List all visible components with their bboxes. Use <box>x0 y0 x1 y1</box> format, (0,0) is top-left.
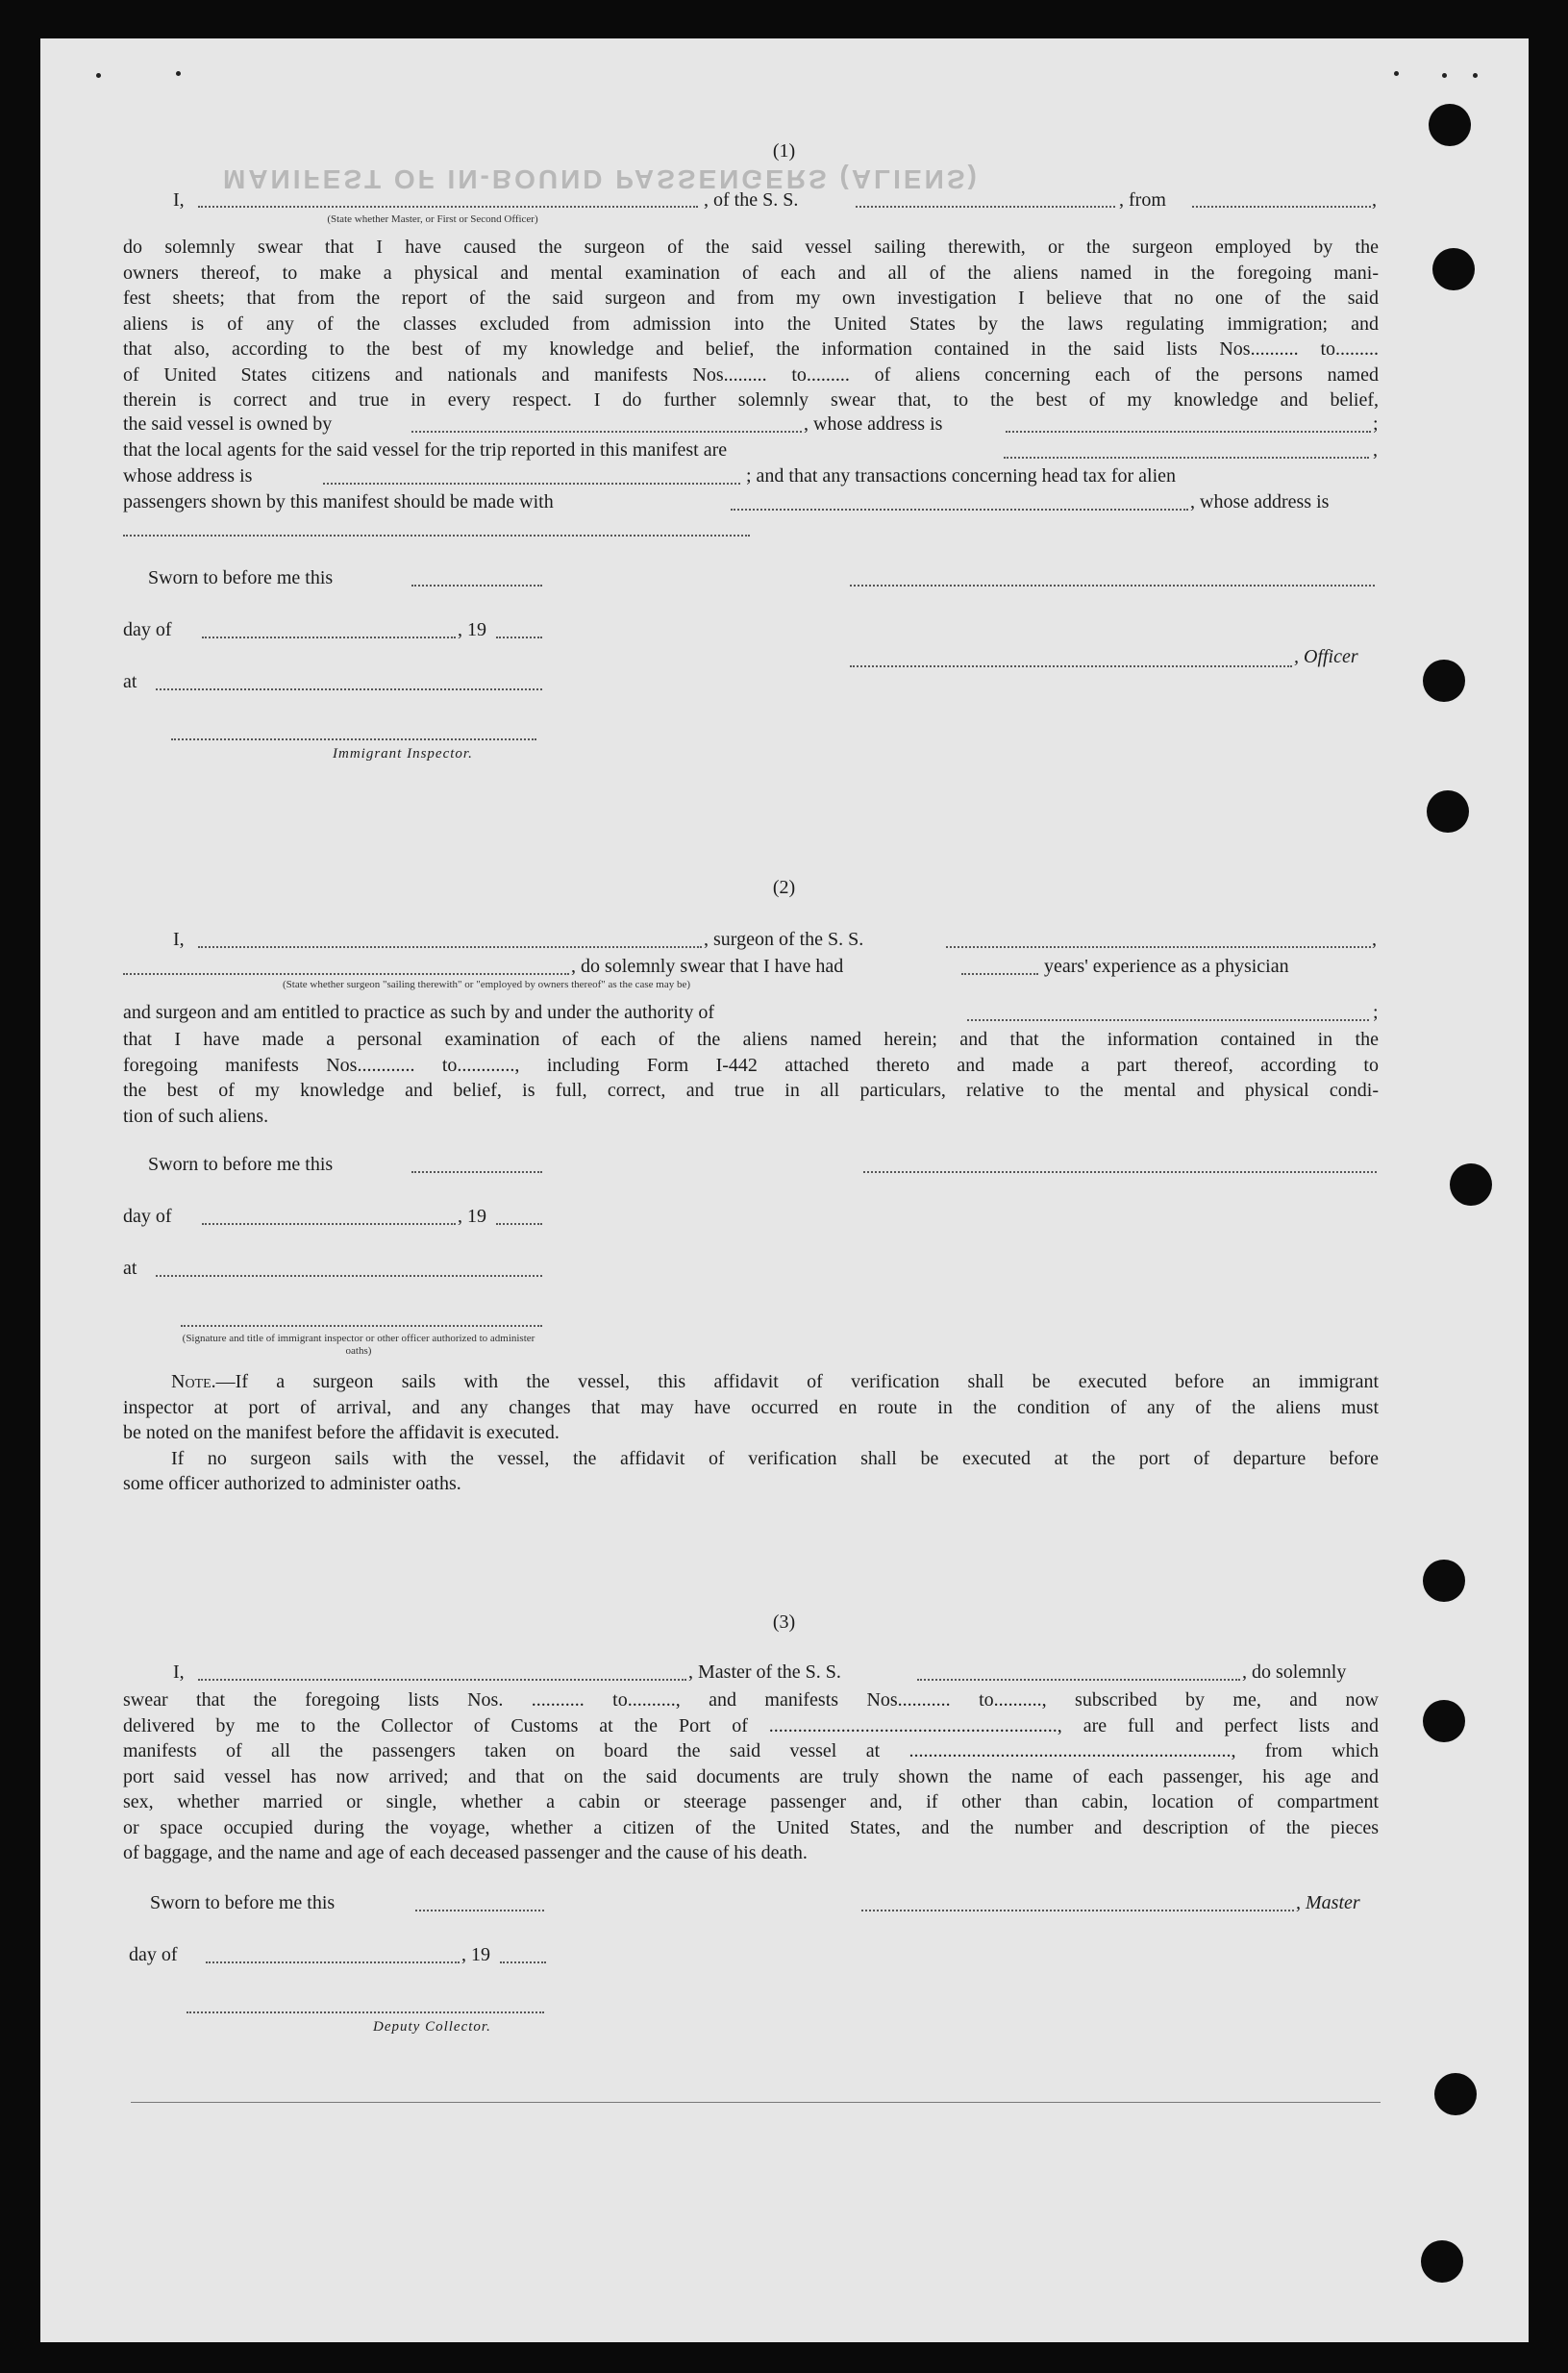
s1-line: fest sheets; that from the report of the said surgeon and from my own investigation I believe that no one of the said <box>123 287 1379 309</box>
s1-body <box>123 235 1379 413</box>
s1-local-agents: that the local agents for the said vessel for the trip reported in this manifest are <box>123 439 728 461</box>
s1-line: of United States citizens and nationals and manifests Nos......... to......... of aliens concerning each of the persons named <box>123 363 1379 386</box>
s1-officer: , Officer <box>1294 646 1358 667</box>
s1-line: aliens is of any of the classes excluded from admission into the United States by the laws regulating immigration; and <box>123 312 1379 335</box>
section-3-heading: (3) <box>772 1611 796 1633</box>
s1-at-blank <box>156 687 542 690</box>
s3-line: delivered by me to the Collector of Customs at the Port of ............................................................, are full and perfect lists and <box>123 1714 1379 1736</box>
speck <box>1394 71 1399 76</box>
s2-sworn: Sworn to before me this <box>148 1154 334 1175</box>
s3-body <box>123 1687 1379 1866</box>
s2-line: foregoing manifests Nos............ to............, including Form I-442 attached thereto and made a part thereof, according to <box>123 1054 1379 1076</box>
s1-line: therein is correct and true in every respect. I do further solemnly swear that, to the best of my knowledge and belief, <box>123 389 1379 411</box>
s1-semicolon: ; <box>1373 413 1379 435</box>
s3-name-blank <box>198 1677 686 1681</box>
s2-inspector-signature-line <box>181 1323 542 1327</box>
s1-comma2: , <box>1373 439 1378 461</box>
s3-deputy-collector: Deputy Collector. <box>373 2019 491 2035</box>
s2-year: , 19 <box>458 1206 486 1227</box>
s1-whose-address-end: , whose address is <box>1190 491 1330 512</box>
s3-sworn: Sworn to before me this <box>150 1892 336 1913</box>
s3-line: swear that the foregoing lists Nos. ........... to.........., and manifests Nos........... to.........., subscribed by me, and now <box>123 1689 1379 1711</box>
s2-note <box>123 1369 1379 1497</box>
s1-headtax-blank <box>731 507 1188 511</box>
s1-comma: , <box>1372 189 1377 211</box>
s2-name-blank <box>198 944 702 948</box>
s3-line-last: of baggage, and the name and age of each deceased passenger and the cause of his death. <box>123 1842 808 1863</box>
s1-from: , from <box>1119 189 1166 211</box>
punch-hole <box>1421 2240 1463 2283</box>
s3-day-of: day of <box>129 1944 178 1965</box>
s1-head-tax: ; and that any transactions concerning head tax for alien <box>746 465 1177 487</box>
punch-hole <box>1432 248 1475 290</box>
s2-year-blank <box>496 1221 542 1225</box>
s2-at: at <box>123 1258 137 1279</box>
s2-comma: , <box>1372 929 1377 950</box>
ghost-header-bleedthrough: MANIFEST OF IN-BOUND PASSENGERS (ALIENS) <box>223 164 980 194</box>
s2-note-last: be noted on the manifest before the affidavit is executed. <box>123 1422 560 1443</box>
s2-body <box>123 1027 1379 1129</box>
punch-hole <box>1423 1700 1465 1742</box>
s2-at-blank <box>156 1273 542 1277</box>
s1-ship-blank <box>856 204 1115 208</box>
s2-signer-note: (Signature and title of immigrant inspector or other officer authorized to administer oaths) <box>182 1333 535 1357</box>
s1-day-blank <box>202 635 456 638</box>
s3-do-solemnly: , do solemnly <box>1242 1661 1347 1683</box>
s3-year: , 19 <box>461 1944 490 1965</box>
s2-authority: and surgeon and am entitled to practice as such by and under the authority of <box>123 1002 714 1023</box>
bottom-rule <box>131 2102 1381 2103</box>
speck <box>1442 73 1447 78</box>
s1-name-blank <box>198 204 698 208</box>
s2-note-label: Note. <box>171 1371 216 1392</box>
s3-line: manifests of all the passengers taken on board the said vessel at ..................................................................., from which <box>123 1740 1379 1761</box>
s1-agents-blank <box>1004 455 1369 459</box>
s2-surgeon-signature-line <box>863 1169 1377 1173</box>
s2-i: I, <box>173 929 185 950</box>
speck <box>1473 73 1478 78</box>
s2-state-note: (State whether surgeon "sailing therewith" or "employed by owners thereof" as the case may be) <box>282 979 690 990</box>
s2-line: that I have made a personal examination of each of the aliens named herein; and that the information contained in the <box>123 1029 1379 1050</box>
s1-agents-address-blank <box>323 481 740 485</box>
s1-from-blank <box>1192 204 1371 208</box>
s3-collector-signature-line <box>187 2010 544 2013</box>
s2-day-blank <box>202 1221 456 1225</box>
s3-master-of: , Master of the S. S. <box>688 1661 841 1683</box>
s3-day-blank <box>206 1960 460 1963</box>
s2-line-last: tion of such aliens. <box>123 1105 269 1127</box>
punch-hole <box>1450 1163 1492 1206</box>
s1-year-blank <box>496 635 542 638</box>
s1-line: that also, according to the best of my knowledge and belief, the information contained in the said lists Nos.......... to......... <box>123 338 1379 360</box>
s2-semicolon: ; <box>1373 1002 1379 1023</box>
punch-hole <box>1423 660 1465 702</box>
s1-immigrant-inspector: Immigrant Inspector. <box>333 746 473 762</box>
s1-year: , 19 <box>458 619 486 640</box>
s2-years-blank <box>961 971 1038 975</box>
s2-surgeon-of: , surgeon of the S. S. <box>704 929 864 950</box>
s2-state-blank <box>123 971 569 975</box>
s2-solemnly: , do solemnly swear that I have had <box>571 956 844 977</box>
s2-line: the best of my knowledge and belief, is full, correct, and true in all particulars, relative to the mental and physical condi- <box>123 1080 1379 1101</box>
s1-owned-by: the said vessel is owned by <box>123 413 333 435</box>
s1-line: owners thereof, to make a physical and mental examination of each and all of the aliens named in the foregoing mani- <box>123 262 1379 284</box>
s3-year-blank <box>500 1960 546 1963</box>
s1-at: at <box>123 671 137 692</box>
s1-inspector-signature-line <box>171 737 536 740</box>
s2-note-line: inspector at port of arrival, and any changes that may have occurred en route in the condition of any of the aliens must <box>123 1396 1379 1418</box>
s3-line: port said vessel has now arrived; and that on the said documents are truly shown the name of each passenger, his age and <box>123 1765 1379 1787</box>
s3-line: or space occupied during the voyage, whether a citizen of the United States, and the number and description of the pieces <box>123 1816 1379 1838</box>
s3-sworn-blank <box>415 1908 544 1911</box>
s2-note2-last: some officer authorized to administer oaths. <box>123 1473 461 1494</box>
s1-line: do solemnly swear that I have caused the surgeon of the said vessel sailing therewith, or the surgeon employed by the <box>123 237 1379 258</box>
s2-note-text: —If a surgeon sails with the vessel, this affidavit of verification shall be executed before an immigrant <box>215 1371 1379 1392</box>
s1-owner-blank <box>411 429 802 433</box>
s1-i: I, <box>173 189 185 211</box>
s2-note2-line: If no surgeon sails with the vessel, the affidavit of verification shall be executed at the port of departure before <box>171 1447 1379 1469</box>
s3-master: , Master <box>1296 1892 1360 1913</box>
s3-ship-blank <box>917 1677 1240 1681</box>
s3-line: sex, whether married or single, whether a cabin or steerage passenger and, if other than cabin, location of compartment <box>123 1791 1379 1812</box>
s1-whose-address: , whose address is <box>804 413 943 435</box>
s3-master-signature-line <box>861 1908 1294 1911</box>
s1-of-the-ss: , of the S. S. <box>704 189 799 211</box>
s1-sworn: Sworn to before me this <box>148 567 334 588</box>
s1-state-note: (State whether Master, or First or Second Officer) <box>327 213 538 225</box>
speck <box>96 73 101 78</box>
s3-i: I, <box>173 1661 185 1683</box>
s2-note-line <box>123 1369 1379 1395</box>
section-1-heading: (1) <box>772 140 796 162</box>
s2-ship-blank <box>946 944 1371 948</box>
s1-whose-address-is: whose address is <box>123 465 253 487</box>
s1-owner-address-blank <box>1006 429 1371 433</box>
s2-sworn-blank <box>411 1169 542 1173</box>
section-2-heading: (2) <box>772 877 796 898</box>
s2-years: years' experience as a physician <box>1044 956 1289 977</box>
s2-day-of: day of <box>123 1206 172 1227</box>
s1-master-signature-line <box>850 583 1375 587</box>
punch-hole <box>1427 790 1469 833</box>
speck <box>176 71 181 76</box>
s1-sworn-blank <box>411 583 542 587</box>
punch-hole <box>1423 1560 1465 1602</box>
s1-headtax-address-blank <box>123 533 750 537</box>
s1-day-of: day of <box>123 619 172 640</box>
s1-passengers: passengers shown by this manifest should be made with <box>123 491 554 512</box>
s1-officer-line <box>850 663 1292 667</box>
s2-authority-blank <box>967 1017 1369 1021</box>
punch-hole <box>1434 2073 1477 2115</box>
